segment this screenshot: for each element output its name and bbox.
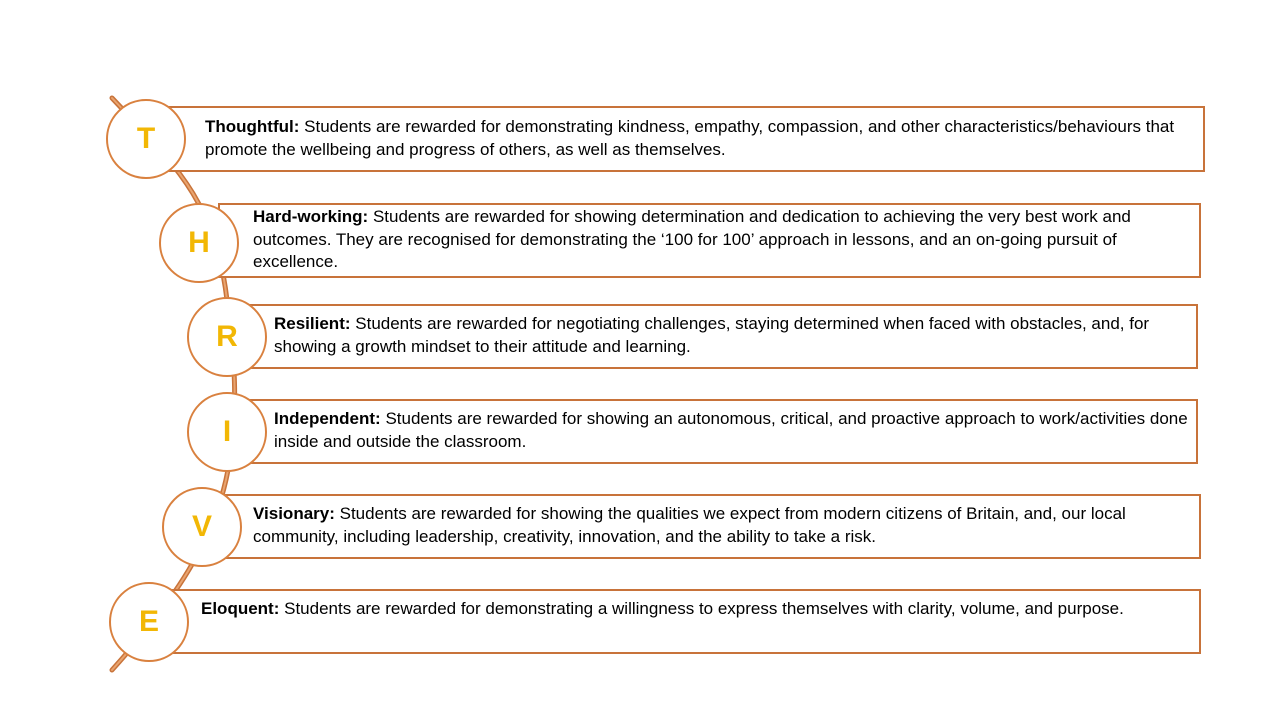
- letter-label: I: [222, 415, 232, 448]
- term-description: Students are rewarded for negotiating challenges, staying determined when faced with obstacles, and, for showing a growth mindset to their attitude and learning.: [274, 314, 1150, 356]
- term-description: Students are rewarded for demonstrating a willingness to express themselves with clarity, volume, and purpose.: [279, 599, 1124, 618]
- row-text-hard-working: [253, 206, 1193, 274]
- row-text-resilient: [274, 313, 1189, 358]
- term-label: Thoughtful:: [205, 117, 300, 136]
- row-text-independent: [274, 408, 1189, 453]
- term-description: Students are rewarded for demonstrating kindness, empathy, compassion, and other characteristics/behaviours that promote the wellbeing and progress of others, as well as themselves.: [205, 117, 1175, 159]
- term-label: Visionary:: [253, 504, 335, 523]
- term-label: Resilient:: [274, 314, 351, 333]
- row-text-thoughtful: [205, 116, 1195, 161]
- term-label: Hard-working:: [253, 207, 369, 226]
- term-description: Students are rewarded for showing determination and dedication to achieving the very best work and outcomes. They are recognised for demonstrating the ‘100 for 100’ approach in lessons, and an on-going pursuit of excellence.: [253, 207, 1131, 271]
- letter-circle-e: [109, 582, 189, 662]
- curve-line: [112, 98, 235, 670]
- letter-circle-r: [187, 297, 267, 377]
- term-label: Independent:: [274, 409, 381, 428]
- curve-highlight: [112, 98, 235, 670]
- term-description: Students are rewarded for showing an autonomous, critical, and proactive approach to work/activities done inside and outside the classroom.: [274, 409, 1188, 451]
- letter-label: H: [188, 226, 210, 259]
- letter-circle-v: [162, 487, 242, 567]
- letter-label: R: [216, 320, 238, 353]
- letter-circle-t: [106, 99, 186, 179]
- term-description: Students are rewarded for showing the qualities we expect from modern citizens of Britain, and, our local community, including leadership, creativity, innovation, and the ability to take a risk.: [253, 504, 1126, 546]
- letter-label: E: [138, 605, 159, 638]
- term-label: Eloquent:: [201, 599, 280, 618]
- letter-circle-h: [159, 203, 239, 283]
- row-text-visionary: [253, 503, 1193, 548]
- letter-label: V: [191, 510, 212, 543]
- row-text-eloquent: [201, 598, 1191, 621]
- letter-circle-i: [187, 392, 267, 472]
- letter-label: T: [136, 122, 156, 155]
